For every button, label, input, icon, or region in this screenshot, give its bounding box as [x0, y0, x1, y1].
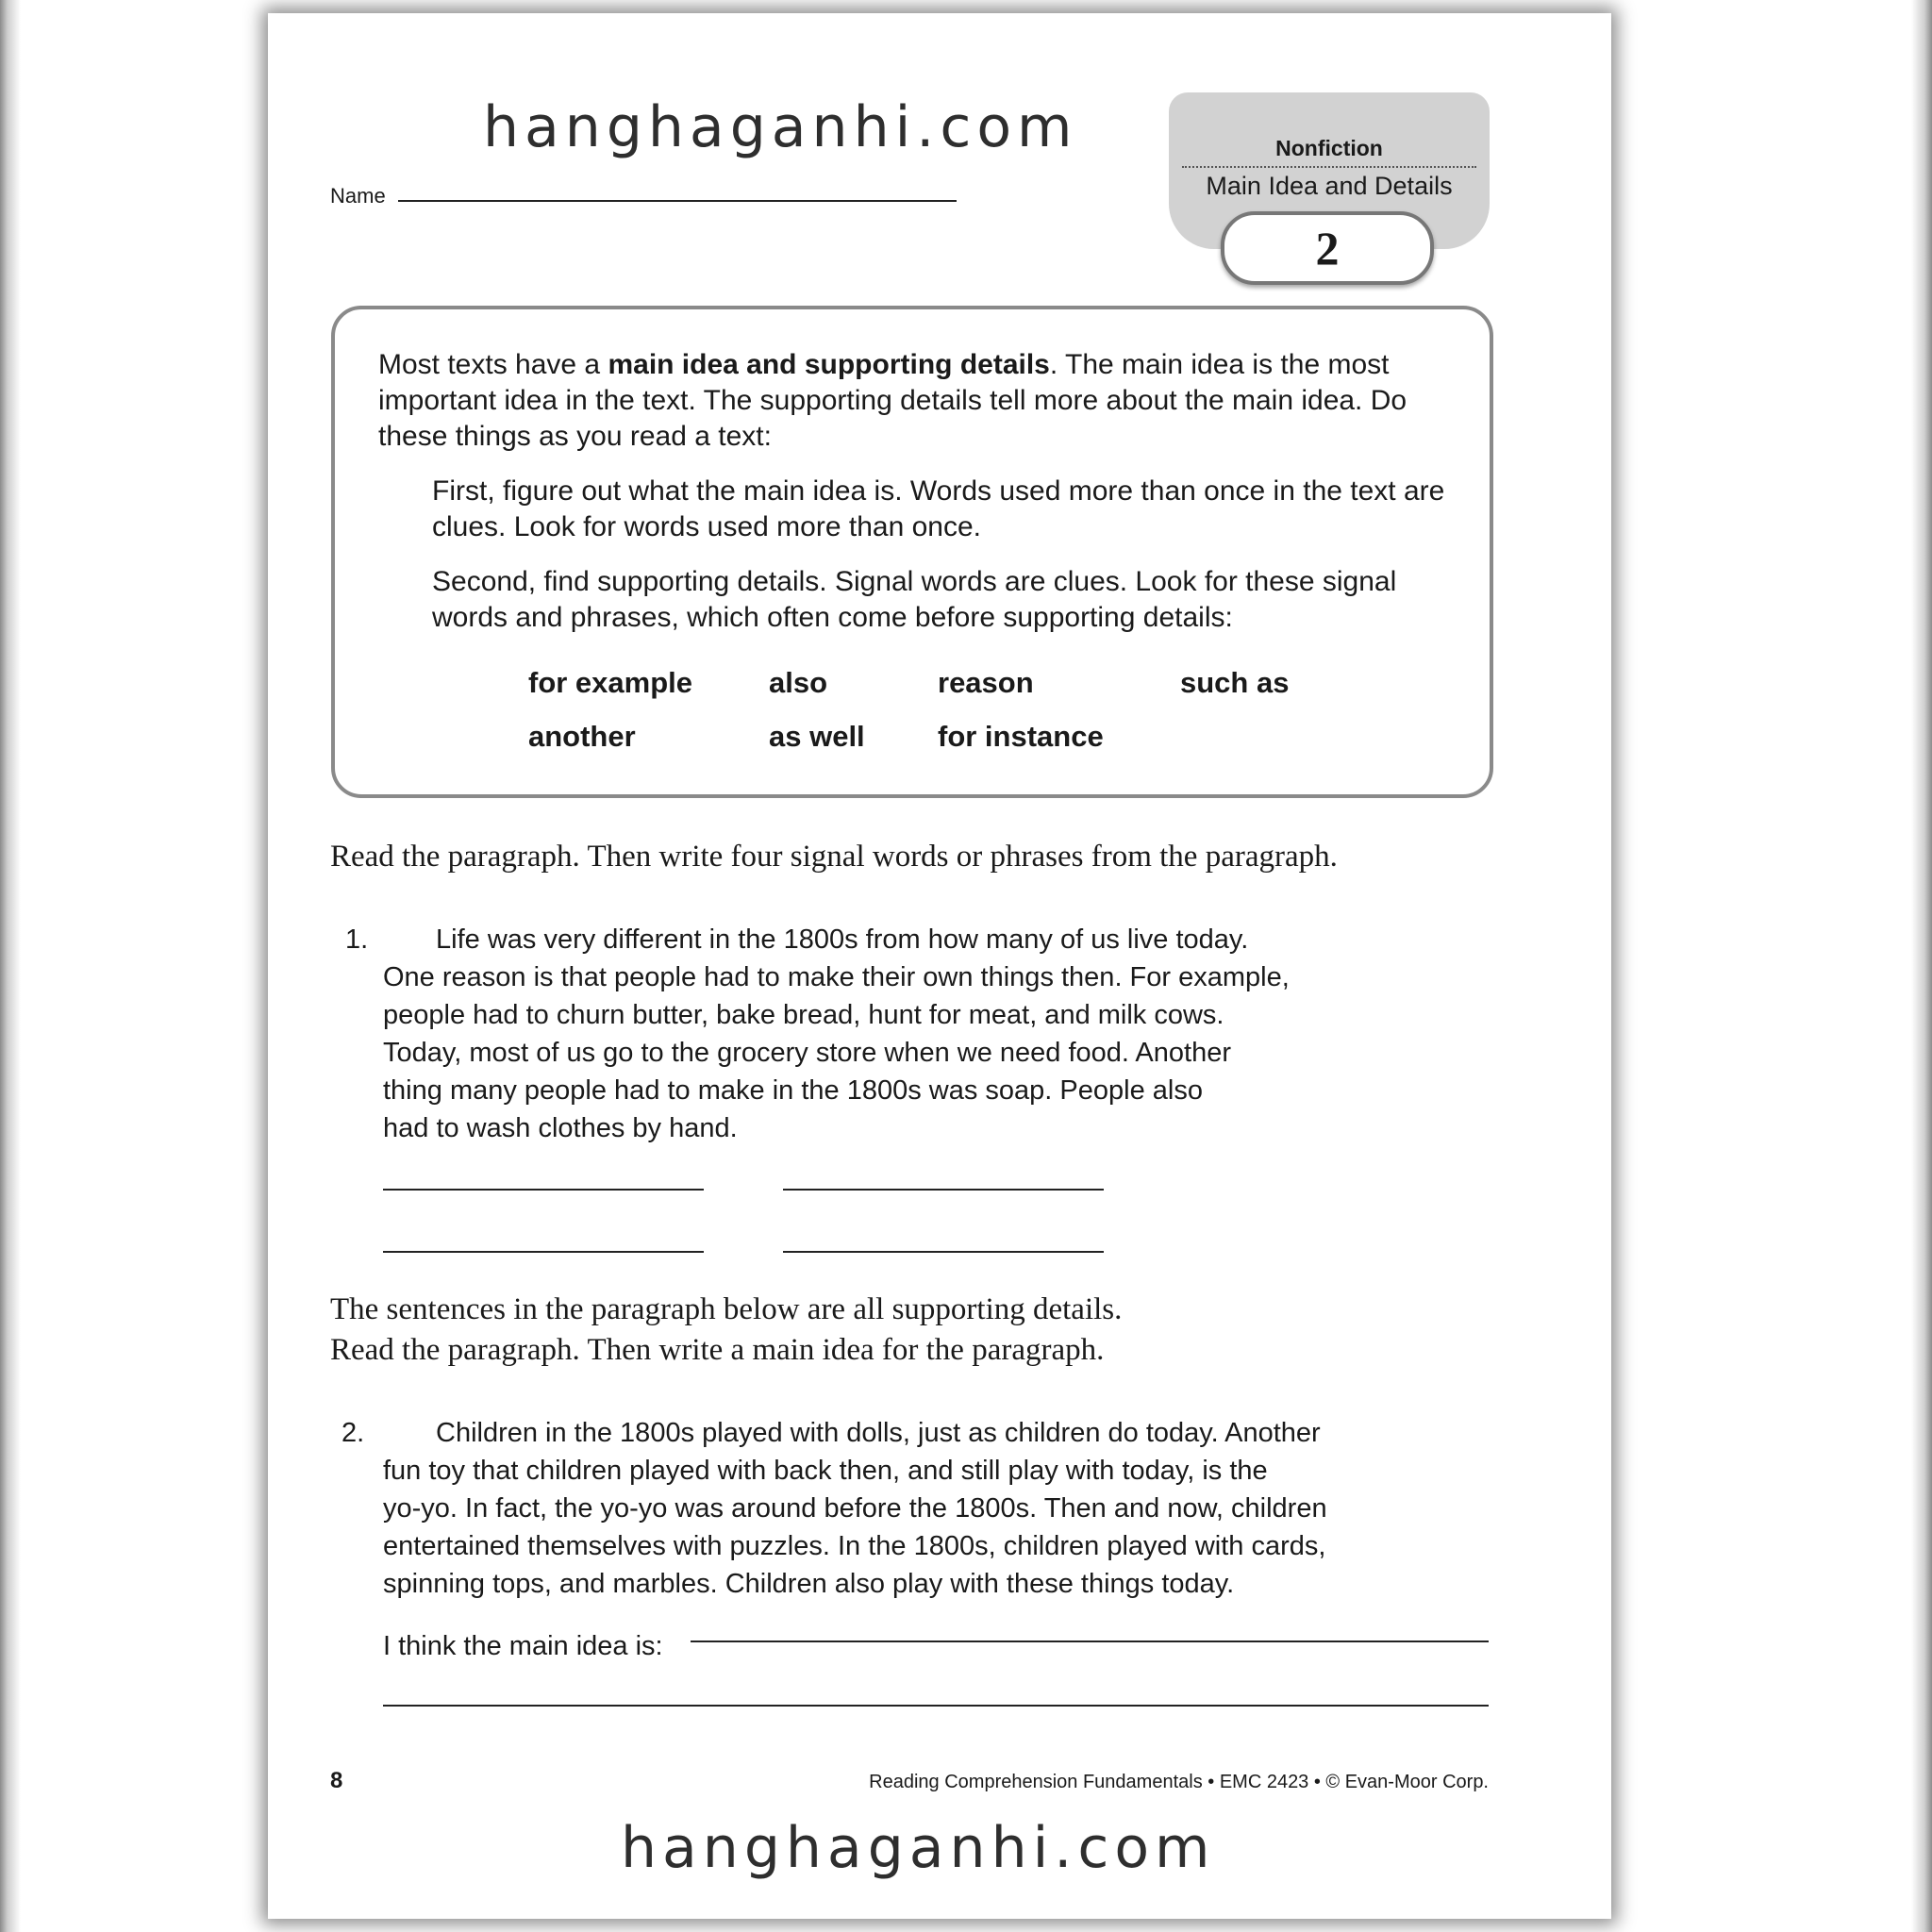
signal-word: for example: [528, 666, 693, 699]
signal-word: for instance: [938, 720, 1104, 753]
question-2-line: entertained themselves with puzzles. In the 1800s, children played with cards,: [383, 1531, 1326, 1561]
question-2-line: yo-yo. In fact, the yo-yo was around before the 1800s. Then and now, children: [383, 1493, 1327, 1524]
answer-line[interactable]: [783, 1251, 1104, 1253]
instruction-2-line: Read the paragraph. Then write a main idea for the paragraph.: [330, 1333, 1105, 1367]
question-2-line: Children in the 1800s played with dolls, just as children do today. Another: [436, 1418, 1321, 1448]
main-idea-line[interactable]: [383, 1705, 1489, 1707]
page-number: 8: [330, 1768, 343, 1793]
instruction-2-line: The sentences in the paragraph below are all supporting details.: [330, 1292, 1123, 1326]
question-1-line: had to wash clothes by hand.: [383, 1113, 738, 1143]
intro-bold: main idea and supporting details: [608, 349, 1050, 380]
tag-divider: [1182, 166, 1476, 168]
tag-category: Nonfiction: [1275, 136, 1383, 160]
question-1-line: Today, most of us go to the grocery store when we need food. Another: [383, 1038, 1231, 1068]
question-1-line: Life was very different in the 1800s from how many of us live today.: [436, 924, 1249, 955]
intro-text-1: Most texts have a: [378, 349, 608, 380]
signal-word: as well: [769, 720, 865, 753]
signal-word: reason: [938, 666, 1034, 699]
question-1-line: One reason is that people had to make their own things then. For example,: [383, 962, 1290, 992]
step-two: Second, find supporting details. Signal words are clues. Look for these signal words and phrases, which often come before supporting details:: [432, 566, 1397, 633]
signal-word: another: [528, 720, 636, 753]
question-1-line: thing many people had to make in the 1800s was soap. People also: [383, 1075, 1203, 1106]
instruction-1: Read the paragraph. Then write four signal words or phrases from the paragraph.: [330, 840, 1338, 874]
watermark-top: hanghaganhi.com: [483, 94, 1078, 160]
intro-paragraph: [378, 347, 1444, 455]
watermark-bottom: hanghaganhi.com: [621, 1815, 1216, 1881]
main-idea-line[interactable]: [691, 1641, 1489, 1642]
main-idea-prompt: I think the main idea is:: [383, 1631, 663, 1661]
name-label: Name: [330, 184, 386, 208]
question-1-number: 1.: [345, 924, 369, 955]
signal-word: such as: [1180, 666, 1290, 699]
answer-line[interactable]: [783, 1189, 1104, 1191]
lesson-number: 2: [1221, 211, 1434, 285]
answer-line[interactable]: [383, 1189, 704, 1191]
name-line[interactable]: [398, 200, 957, 202]
footer-credit: Reading Comprehension Fundamentals • EMC 2423 • © Evan-Moor Corp.: [869, 1772, 1489, 1792]
worksheet-page: [268, 13, 1611, 1919]
intro-text-2: . The main idea is the most important idea in the text. The supporting details tell more about the main idea. Do these things as you read a text:: [378, 349, 1407, 452]
tag-skill: Main Idea and Details: [1206, 172, 1453, 200]
signal-word: also: [769, 666, 828, 699]
instruction-box: [331, 306, 1493, 798]
question-2-line: fun toy that children played with back then, and still play with today, is the: [383, 1456, 1268, 1486]
answer-line[interactable]: [383, 1251, 704, 1253]
question-1-line: people had to churn butter, bake bread, hunt for meat, and milk cows.: [383, 1000, 1224, 1030]
question-2-line: spinning tops, and marbles. Children also play with these things today.: [383, 1569, 1235, 1599]
step-one: First, figure out what the main idea is. Words used more than once in the text are clues. Look for words used more than once.: [432, 475, 1445, 542]
question-2-number: 2.: [341, 1418, 365, 1448]
